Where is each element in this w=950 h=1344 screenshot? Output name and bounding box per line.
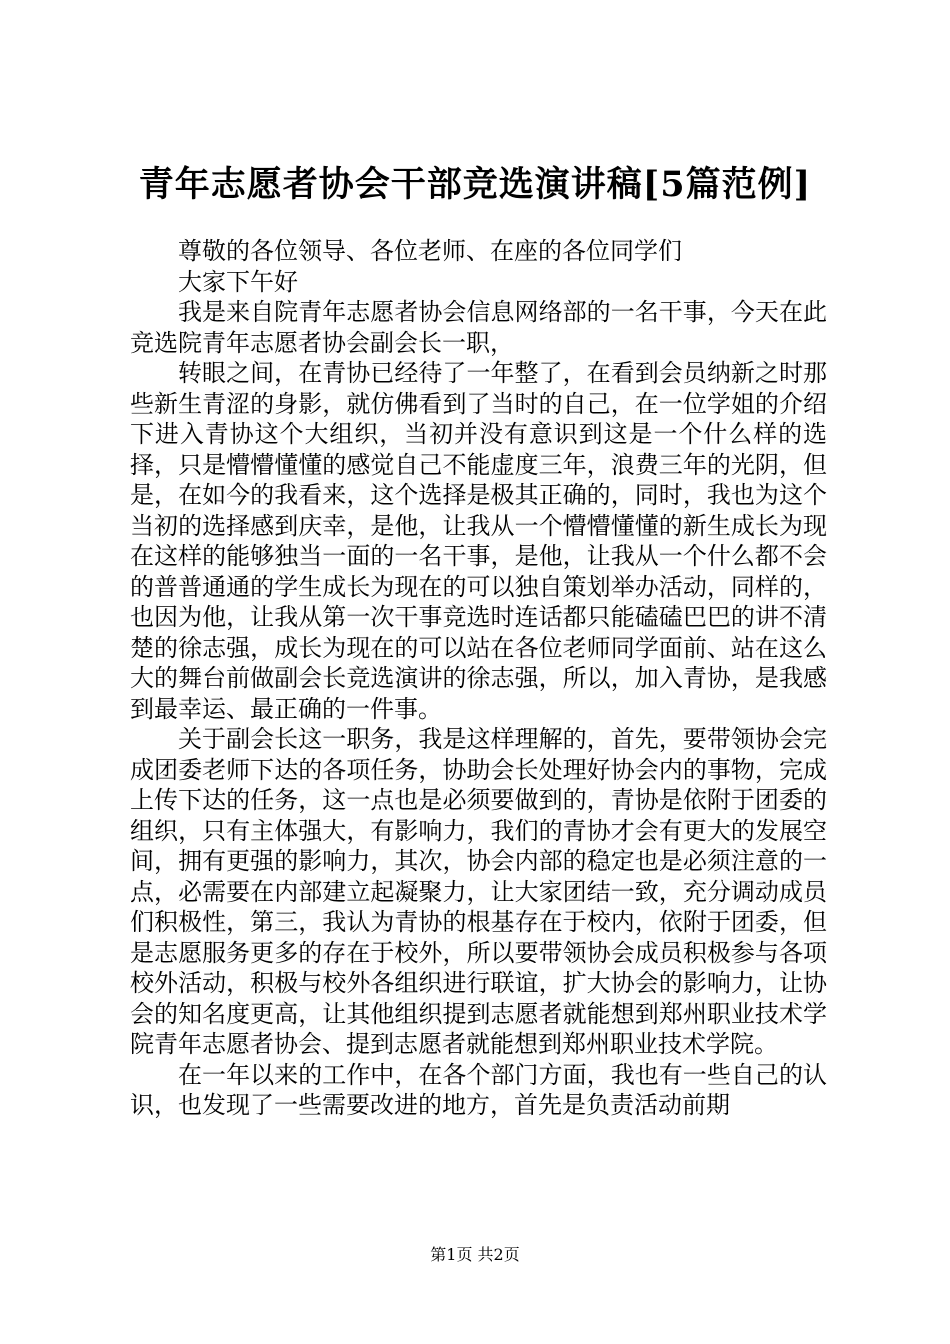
paragraph: 转眼之间，在青协已经待了一年整了，在看到会员纳新之时那些新生青涩的身影，就仿佛看到了当时的自己，在一位学姐的介绍下进入青协这个大组织，当初并没有意识到这是一个什么样的选择，只是懵懵懂懂的感觉自己不能虚度三年，浪费三年的光阴，但是，在如今的我看来，这个选择是极其正确的，同时，我也为这个当初的选择感到庆幸，是他，让我从一个懵懵懂懂的新生成长为现在这样的能够独当一面的一名干事，是他，让我从一个什么都不会的普普通通的学生成长为现在的可以独自策划举办活动，同样的，也因为他，让我从第一次干事竞选时连话都只能磕磕巴巴的讲不清楚的徐志强，成长为现在的可以站在各位老师同学面前、站在这么大的舞台前做副会长竞选演讲的徐志强，所以，加入青协，是我感到最幸运、最正确的一件事。 xyxy=(130,359,827,723)
paragraph: 在一年以来的工作中，在各个部门方面，我也有一些自己的认识，也发现了一些需要改进的地方，首先是负责活动前期 xyxy=(130,1060,827,1119)
document-body xyxy=(130,236,827,1121)
document-title: 青年志愿者协会干部竞选演讲稿[5篇范例] xyxy=(138,164,812,205)
page-number: 第1页 共2页 xyxy=(430,1245,520,1264)
greeting: 大家下午好 xyxy=(178,267,298,296)
paragraph: 我是来自院青年志愿者协会信息网络部的一名干事，今天在此竞选院青年志愿者协会副会长一职， xyxy=(130,298,827,357)
salutation: 尊敬的各位领导、各位老师、在座的各位同学们 xyxy=(178,237,682,265)
paragraph: 关于副会长这一职务，我是这样理解的，首先，要带领协会完成团委老师下达的各项任务，协助会长处理好协会内的事物，完成上传下达的任务，这一点也是必须要做到的，青协是依附于团委的组织，只有主体强大，有影响力，我们的青协才会有更大的发展空间，拥有更强的影响力，其次，协会内部的稳定也是必须注意的一点，必需要在内部建立起凝聚力，让大家团结一致，充分调动成员们积极性，第三，我认为青协的根基存在于校内，依附于团委，但是志愿服务更多的存在于校外，所以要带领协会成员积极参与各项校外活动，积极与校外各组织进行联谊，扩大协会的影响力，让协会的知名度更高，让其他组织提到志愿者就能想到郑州职业技术学院青年志愿者协会、提到志愿者就能想到郑州职业技术学院。 xyxy=(130,725,827,1058)
